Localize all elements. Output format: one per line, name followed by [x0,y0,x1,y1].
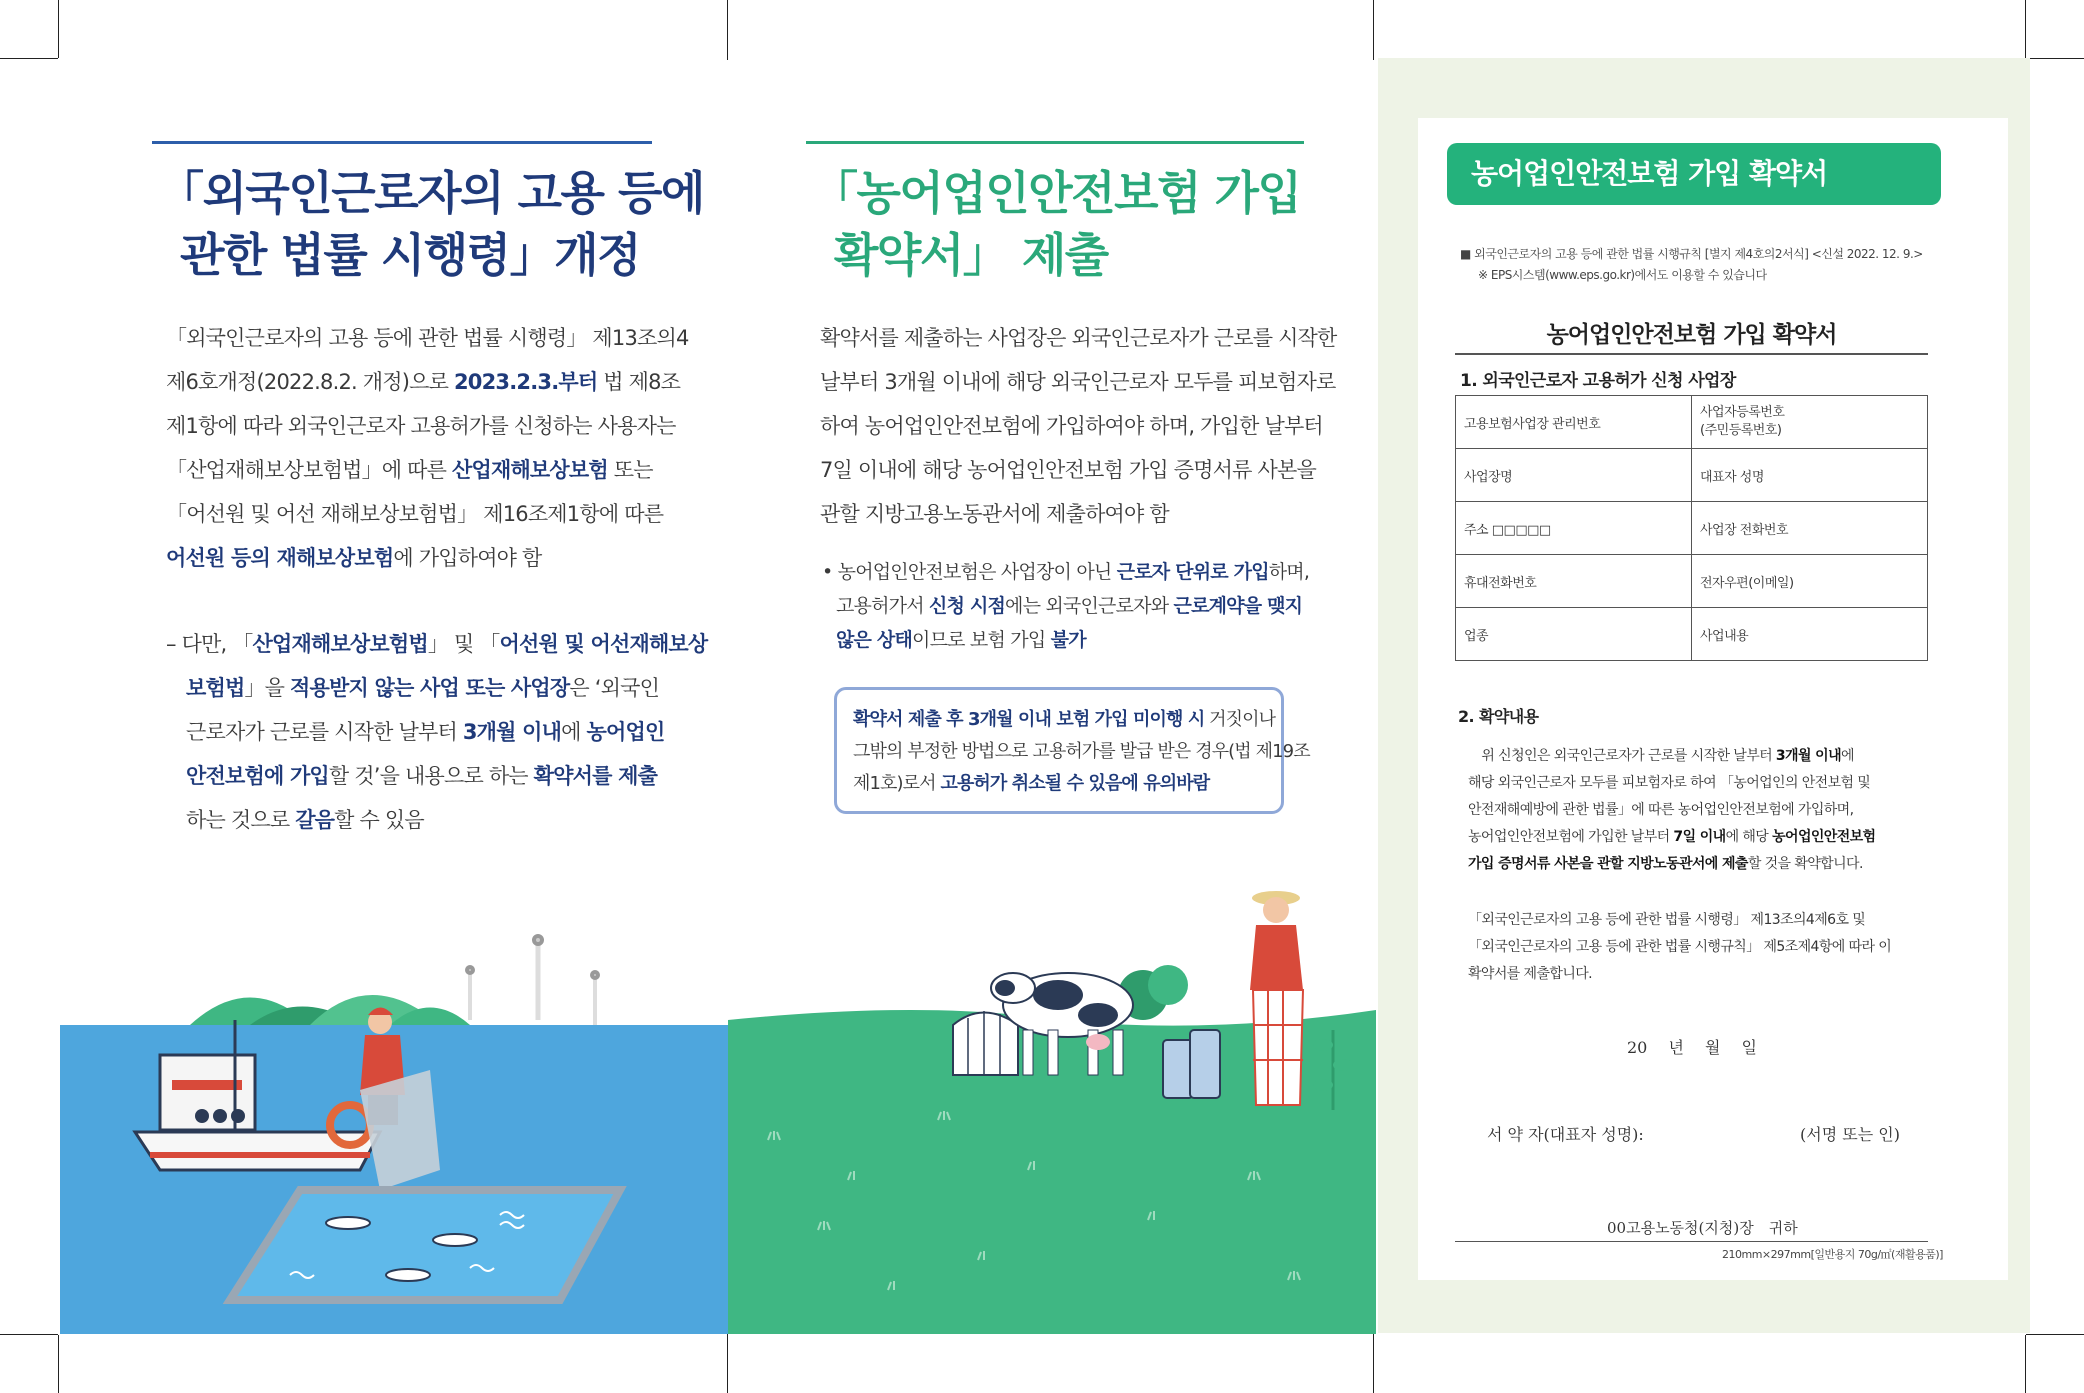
text-line: 「외국인근로자의 고용 등에 관한 법률 시행령」 제13조의4 [166,326,689,350]
table-cell: 고용보험사업장 관리번호 [1456,396,1692,449]
table-row [1456,608,1928,661]
text-line: 보험법」을 적용받지 않는 사업 또는 사업장은 ‘외국인 [186,676,660,700]
text-line: 「산업재해보상보험법」에 따른 산업재해보상보험 또는 [166,458,653,482]
form-date: 20 년 월 일 [1627,1038,1757,1057]
farmer-woman-illustration [1250,891,1303,1105]
table-cell: 휴대전화번호 [1456,555,1692,608]
crop-mark [2026,1334,2084,1335]
table-cell: 사업자등록번호 (주민등록번호) [1692,396,1928,449]
left-title-rule [152,141,652,144]
form-banner: 농어업인안전보험 가입 확약서 [1447,143,1941,205]
middle-title [812,162,1300,286]
form-reference: ■ 외국인근로자의 고용 등에 관한 법률 시행규칙 [별지 제4호의2서식] <신설 2022. 12. 9.> [1460,247,1923,261]
signer-label: 서 약 자(대표자 성명): [1487,1125,1644,1144]
text-line: 어선원 등의 재해보상보험에 가입하여야 함 [166,546,542,570]
middle-title-line: 확약서」 제출 [834,228,1108,282]
table-row [1456,502,1928,555]
text-line: 안전보험에 가입할 것’을 내용으로 하는 확약서를 제출 [186,764,658,788]
left-title [158,162,704,286]
left-paragraph [166,316,689,580]
form-pledge-text [1468,743,1920,878]
form-title-underline [1455,353,1928,355]
table-row [1456,449,1928,502]
text-line: 가입 증명서류 사본을 관할 지방노동관서에 제출할 것을 확약합니다. [1468,856,1863,872]
crop-mark [727,0,728,60]
crop-mark [2025,0,2026,58]
milk-can-icon [1163,1030,1220,1098]
table-cell: 대표자 성명 [1692,449,1928,502]
middle-title-rule [806,141,1304,144]
crop-mark [58,1335,59,1393]
text-line: 위 신청인은 외국인근로자가 근로를 시작한 날부터 3개월 이내에 [1468,748,1854,764]
signature-label: (서명 또는 인) [1800,1125,1900,1144]
text-line: • 농어업인안전보험은 사업장이 아닌 근로자 단위로 가입하며, [822,561,1310,583]
text-line: 7일 이내에 해당 농어업인안전보험 가입 증명서류 사본을 [820,458,1316,482]
applicant-table [1455,395,1928,661]
crop-mark [0,58,58,59]
form-paper [1418,118,2008,1280]
greenhouse-icon [953,1011,1018,1075]
text-line: 하는 것으로 갈음할 수 있음 [186,808,424,832]
text-line: 안전재해예방에 관한 법률」에 따른 농어업인안전보험에 가입하며, [1468,802,1854,818]
form-title: 농어업인안전보험 가입 확약서 [1546,322,1837,348]
fishery-illustration [60,870,728,1334]
addressee: 00고용노동청(지청)장 귀하 [1607,1219,1798,1237]
crop-mark [727,1333,728,1393]
text-line: 해당 외국인근로자 모두를 피보험자로 하여 「농어업인의 안전보험 및 [1468,775,1871,791]
text-line: 확약서를 제출합니다. [1468,966,1593,982]
crop-mark [2026,58,2084,59]
table-cell: 주소 □□□□□ [1456,502,1692,555]
wind-turbine-icon [445,890,615,1025]
crop-mark [0,1334,58,1335]
text-line: – 다만, 「산업재해보상보험법」 및 「어선원 및 어선재해보상 [166,632,708,656]
text-line: 「외국인근로자의 고용 등에 관한 법률 시행령」 제13조의4제6호 및 [1468,912,1866,928]
form-submission-text [1468,907,1920,988]
text-line: 고용허가서 신청 시점에는 외국인근로자와 근로계약을 맺지 [836,595,1303,617]
text-line: 제6호개정(2022.8.2. 개정)으로 2023.2.3.부터 법 제8조 [166,370,681,394]
table-row [1456,555,1928,608]
middle-bullet [822,555,1310,657]
text-line: 않은 상태이므로 보험 가입 불가 [836,629,1086,651]
form-note: ※ EPS시스템(www.eps.go.kr)에서도 이용할 수 있습니다 [1478,268,1767,282]
form-section-2: 2. 확약내용 [1458,707,1539,726]
crop-mark [2025,1335,2026,1393]
text-line: 제1항에 따라 외국인근로자 고용허가를 신청하는 사용자는 [166,414,676,438]
text-line: 확약서 제출 후 3개월 이내 보험 가입 미이행 시 거짓이나 [853,709,1276,730]
table-cell: 사업내용 [1692,608,1928,661]
farm-illustration [728,880,1376,1334]
left-exception-paragraph [166,622,708,842]
crop-mark [1373,1333,1374,1393]
table-cell: 업종 [1456,608,1692,661]
paper-size-note: 210mm×297mm[일반용지 70g/㎡(재활용품)] [1722,1248,1943,1261]
table-cell: 전자우편(이메일) [1692,555,1928,608]
table-cell: 사업장명 [1456,449,1692,502]
text-line: 농어업인안전보험에 가입한 날부터 7일 이내에 해당 농어업인안전보험 [1468,829,1876,845]
text-line: 그밖의 부정한 방법으로 고용허가를 발급 받은 경우(법 제19조 [853,741,1310,762]
middle-paragraph [820,316,1337,536]
fish-farm-illustration [230,1190,620,1300]
crop-mark [1373,0,1374,60]
text-line: 제1호)로서 고용허가 취소될 수 있음에 유의바람 [853,773,1210,794]
text-line: 관할 지방고용노동관서에 제출하여야 함 [820,502,1169,526]
left-title-line: 「외국인근로자의 고용 등에 [158,166,704,220]
text-line: 「어선원 및 어선 재해보상보험법」 제16조제1항에 따른 [166,502,664,526]
middle-title-line: 「농어업인안전보험 가입 [812,166,1301,220]
left-title-line: 관한 법률 시행령」개정 [180,228,640,282]
form-section-1: 1. 외국인근로자 고용허가 신청 사업장 [1460,371,1736,391]
crop-mark [58,0,59,58]
table-cell: 사업장 전화번호 [1692,502,1928,555]
table-row [1456,396,1928,449]
text-line: 날부터 3개월 이내에 해당 외국인근로자 모두를 피보험자로 [820,370,1336,394]
text-line: 하여 농어업인안전보험에 가입하여야 하며, 가입한 날부터 [820,414,1323,438]
text-line: 확약서를 제출하는 사업장은 외국인근로자가 근로를 시작한 [820,326,1337,350]
warning-note-box [834,687,1310,814]
text-line: 근로자가 근로를 시작한 날부터 3개월 이내에 농어업인 [186,720,665,744]
text-line: 「외국인근로자의 고용 등에 관한 법률 시행규칙」 제5조제4항에 따라 이 [1468,939,1892,955]
form-footer-rule [1455,1241,1928,1242]
